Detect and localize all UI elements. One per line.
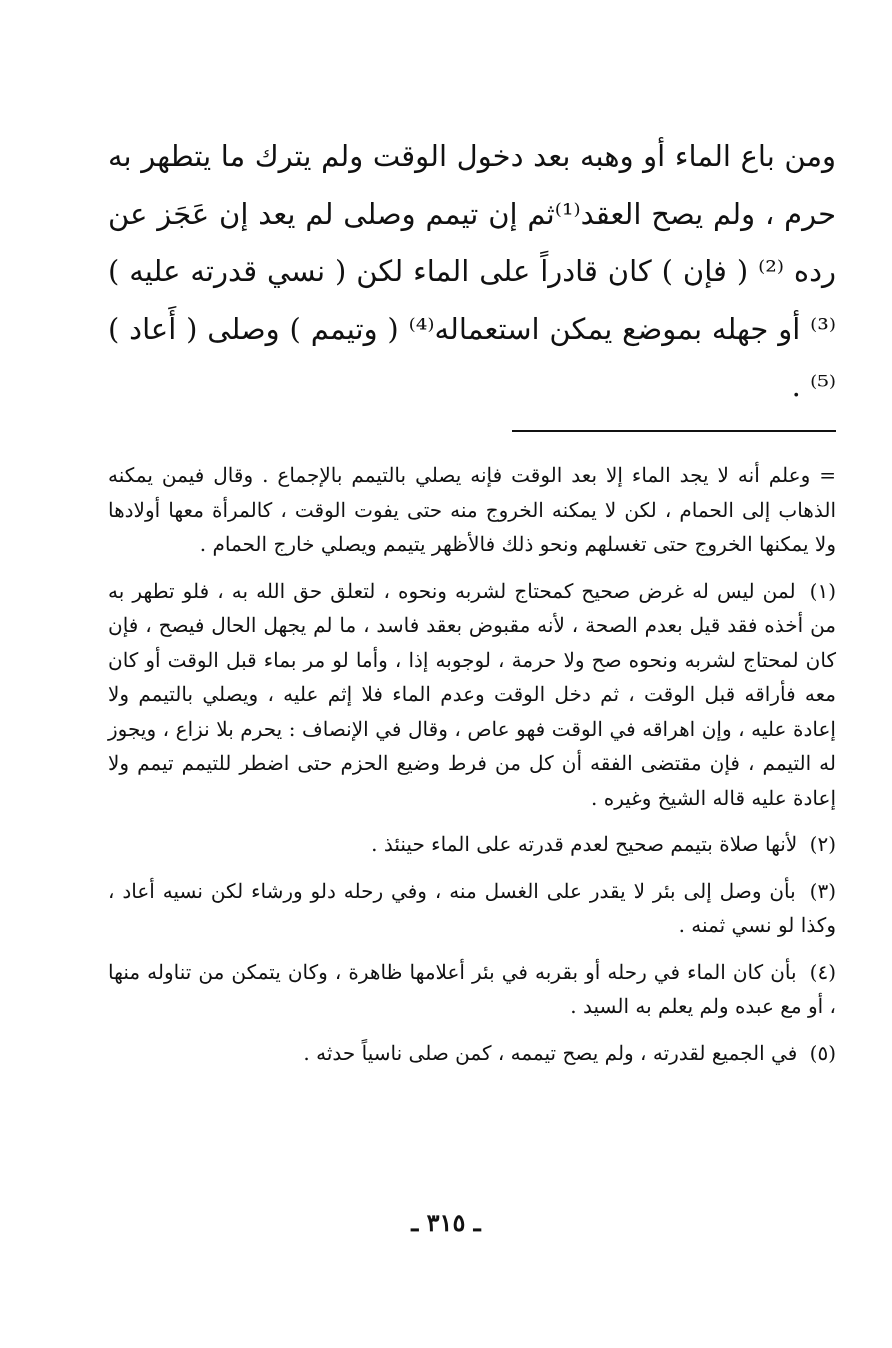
footnote-label: (٢) — [809, 832, 836, 856]
footnote-3 — [108, 874, 836, 943]
footnote-text: لمن ليس له غرض صحيح كمحتاج لشربه ونحوه ، لتعلق حق الله به ، فلو تطهر به من أخذه فقد قيل بعدم الصحة ، لأنه مقبوض بعقد فاسد ، ما لم يجهل الحال فيصح ، فإن كان لمحتاج لشربه ونحوه صح ولا حرمة ، لوجوبه إذا ، وأما لو مر بماء قبل الوقت أو كان معه فأراقه قبل الوقت ، ثم دخل الوقت وعدم الماء فلا إثم عليه ، ويصلي بالتيمم ولا إعادة عليه ، وإن اهراقه في الوقت فهو عاص ، وقال في الإنصاف : يحرم بلا نزاع ، ويجوز له التيمم ، فإن مقتضى الفقه أن كل من فرط وضيع الحزم حتى اضطر للتيمم تيمم ولا إعادة عليه قاله الشيخ وغيره . — [108, 578, 837, 810]
footnote-2 — [108, 827, 836, 862]
footnote-label: (٤) — [809, 959, 836, 984]
footnote-4 — [108, 955, 836, 1024]
footnote-text: لأنها صلاة بتيمم صحيح لعدم قدرته على الماء حينئذ . — [371, 832, 798, 856]
footnote-5 — [108, 1036, 836, 1071]
main-paragraph: ومن باع الماء أو وهبه بعد دخول الوقت ولم يترك ما يتطهر به حرم ، ولم يصح العقد⁽¹⁾ثم إن تيمم وصلى لم يعد إن عَجَز عن رده ⁽²⁾ ( فإن ) كان قادراً على الماء لكن ( نسي قدرته عليه ) ⁽³⁾ أو جهله بموضع يمكن استعماله⁽⁴⁾ ( وتيمم ) وصلى ( أَعاد )⁽⁵⁾ . — [108, 139, 837, 403]
footnote-separator — [512, 430, 836, 432]
footnote-1 — [108, 574, 836, 816]
footnote-label: (١) — [809, 578, 837, 603]
footnotes-section — [108, 458, 836, 1082]
footnote-text: في الجميع لقدرته ، ولم يصح تيممه ، كمن صلى ناسياً حدثه . — [303, 1040, 798, 1065]
footnote-label: (٥) — [809, 1040, 836, 1065]
footnote-text: بأن وصل إلى بئر لا يقدر على الغسل منه ، وفي رحله دلو ورشاء لكن نسيه أعاد ، وكذا لو نسي ثمنه . — [108, 878, 836, 937]
main-text-block — [108, 128, 836, 416]
page-number: ـ ٣١٥ ـ — [411, 1208, 481, 1237]
footnote-label: (٣) — [809, 878, 837, 903]
footnote-continuation: = وعلم أنه لا يجد الماء إلا بعد الوقت فإنه يصلي بالتيمم بالإجماع . وقال فيمن يمكنه الذهاب إلى الحمام ، لكن لا يمكنه الخروج منه حتى يفوت الوقت ، كالمرأة معها أولادها ولا يمكنها الخروج حتى تغسلهم ونحو ذلك فالأظهر يتيمم ويصلي خارج الحمام . — [108, 463, 836, 556]
footnote-text: بأن كان الماء في رحله أو بقربه في بئر أعلامها ظاهرة ، وكان يتمكن من تناوله منها ، أو مع عبده ولم يعلم به السيد . — [108, 959, 836, 1018]
